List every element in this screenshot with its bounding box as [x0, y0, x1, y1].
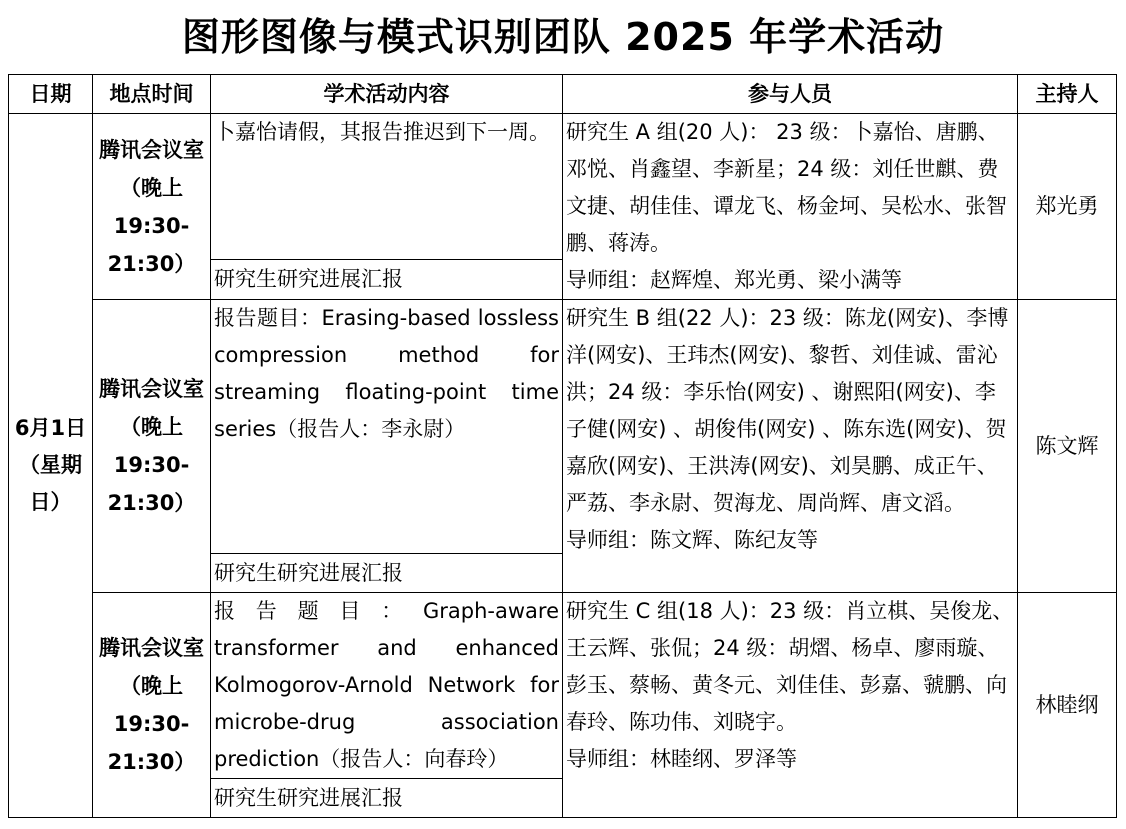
content-main: 报告题目：Graph-aware transformer and enhanced Kolmogorov-Arnold Network for microbe-drug association prediction（报告人：向春玲）: [211, 593, 563, 779]
content-main: 报告题目：Erasing-based lossless compression method for streaming floating-point time series（报告人：李永尉）: [211, 300, 563, 554]
host-cell: 林睦纲: [1018, 593, 1117, 818]
content-sub: 研究生研究进展汇报: [211, 259, 563, 299]
table-row: [9, 300, 1117, 554]
participants-mentors: 导师组：陈文辉、陈纪友等: [566, 528, 818, 552]
host-cell: 郑光勇: [1018, 114, 1117, 300]
participants-main: 研究生 B 组(22 人)：23 级：陈龙(网安)、李博洋(网安)、王玮杰(网安)、黎哲、刘佳诚、雷沁洪；24 级：李乐怡(网安) 、谢熙阳(网安)、李子健(网安) 、胡俊伟(网安) 、陈东选(网安)、贺嘉欣(网安)、王洪涛(网安)、刘昊鹏、成正午、严荔、李永尉、贺海龙、周尚辉、唐文滔。: [566, 306, 1009, 515]
table-row: [9, 114, 1117, 260]
participants-main: 研究生 C 组(18 人)：23 级：肖立棋、吴俊龙、王云辉、张侃；24 级：胡熠、杨卓、廖雨璇、彭玉、蔡畅、黄冬元、刘佳佳、彭嘉、虢鹏、向春玲、陈功伟、刘晓宇。: [566, 599, 1014, 734]
content-sub: 研究生研究进展汇报: [211, 554, 563, 593]
location-cell: 腾讯会议室（晚上19:30-21:30）: [93, 593, 211, 818]
location-cell: 腾讯会议室（晚上19:30-21:30）: [93, 114, 211, 300]
location-cell: 腾讯会议室（晚上19:30-21:30）: [93, 300, 211, 593]
content-sub: 研究生研究进展汇报: [211, 779, 563, 818]
page-title: 图形图像与模式识别团队 2025 年学术活动: [181, 15, 945, 59]
participants-main: 研究生 A 组(20 人)： 23 级：卜嘉怡、唐鹏、邓悦、肖鑫望、李新星；24 级：刘任世麒、费文捷、胡佳佳、谭龙飞、杨金坷、吴松水、张智鹏、蒋涛。: [566, 120, 1007, 255]
date-cell: 6月1日（星期日）: [9, 114, 93, 818]
header-row: [9, 75, 1117, 114]
header-participants: 参与人员: [563, 75, 1018, 114]
header-content: 学术活动内容: [211, 75, 563, 114]
table-row: [9, 593, 1117, 779]
participants-cell: [563, 114, 1018, 300]
participants-mentors: 导师组：林睦纲、罗泽等: [566, 747, 797, 771]
header-location-time: 地点时间: [93, 75, 211, 114]
participants-cell: [563, 593, 1018, 818]
header-host: 主持人: [1018, 75, 1117, 114]
activity-table: [8, 74, 1117, 818]
participants-cell: [563, 300, 1018, 593]
host-cell: 陈文辉: [1018, 300, 1117, 593]
participants-mentors: 导师组：赵辉煌、郑光勇、梁小满等: [566, 268, 902, 292]
header-date: 日期: [9, 75, 93, 114]
content-main: 卜嘉怡请假，其报告推迟到下一周。: [211, 114, 563, 260]
